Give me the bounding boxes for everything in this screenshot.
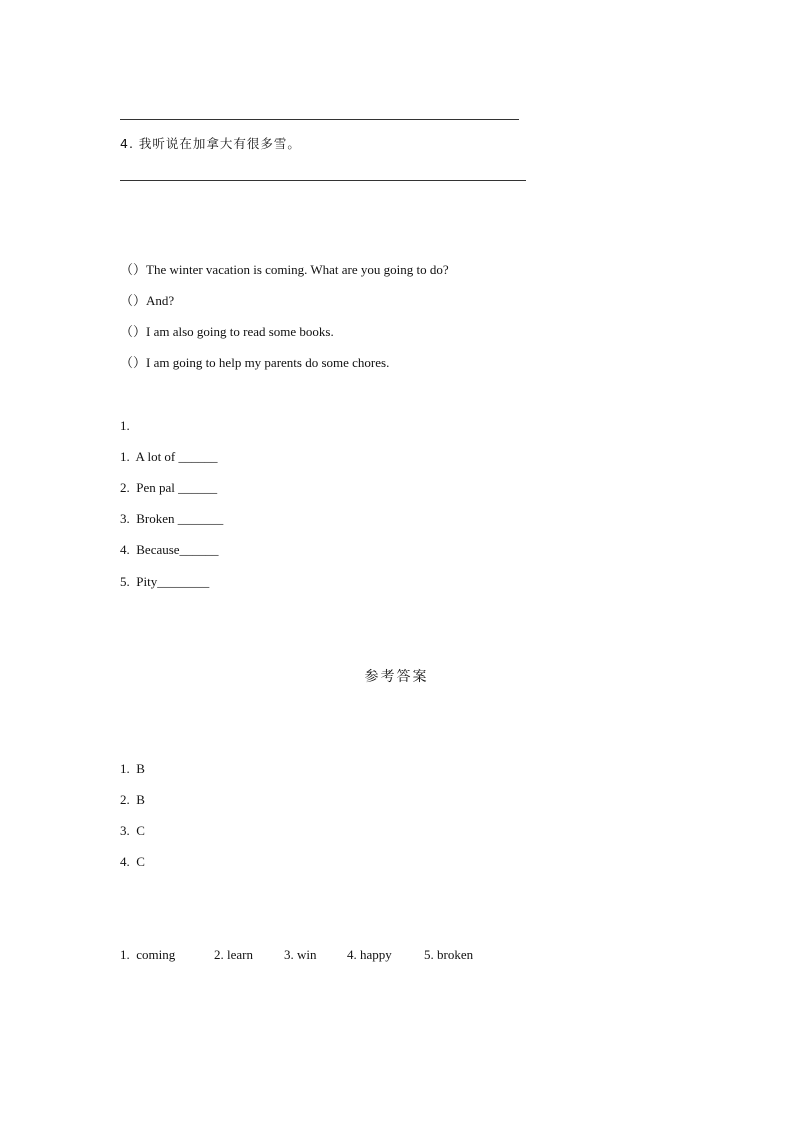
vocab-item-5: 5. Pity________	[120, 574, 210, 589]
vocab-item-1: 1. A lot of ______	[120, 449, 218, 464]
dialogue-line-1: （）The winter vacation is coming. What are you going to do?	[120, 262, 449, 277]
answer-key-title: 参考答案	[364, 669, 429, 685]
answer-line-3	[120, 119, 519, 120]
dialogue-line-3: （）I am also going to read some books.	[120, 324, 334, 339]
choice-answer-4: 4. C	[120, 854, 145, 869]
dialogue-line-2: （）And?	[120, 293, 175, 308]
fill-answer-1: 1. coming	[120, 947, 176, 962]
fill-answer-5: 5. broken	[424, 947, 474, 962]
answer-line-4	[120, 180, 526, 181]
translation-item-4: 4. 我听说在加拿大有很多雪。	[120, 136, 301, 151]
fill-answer-4: 4. happy	[347, 947, 392, 962]
choice-answer-1: 1. B	[120, 761, 145, 776]
choice-answer-2: 2. B	[120, 792, 145, 807]
vocab-heading: 1.	[120, 418, 130, 433]
fill-answer-2: 2. learn	[214, 947, 253, 962]
vocab-item-4: 4. Because______	[120, 542, 219, 557]
fill-answer-3: 3. win	[284, 947, 317, 962]
vocab-item-2: 2. Pen pal ______	[120, 480, 218, 495]
vocab-item-3: 3. Broken _______	[120, 511, 224, 526]
choice-answer-3: 3. C	[120, 823, 145, 838]
dialogue-line-4: （）I am going to help my parents do some chores.	[120, 355, 390, 370]
